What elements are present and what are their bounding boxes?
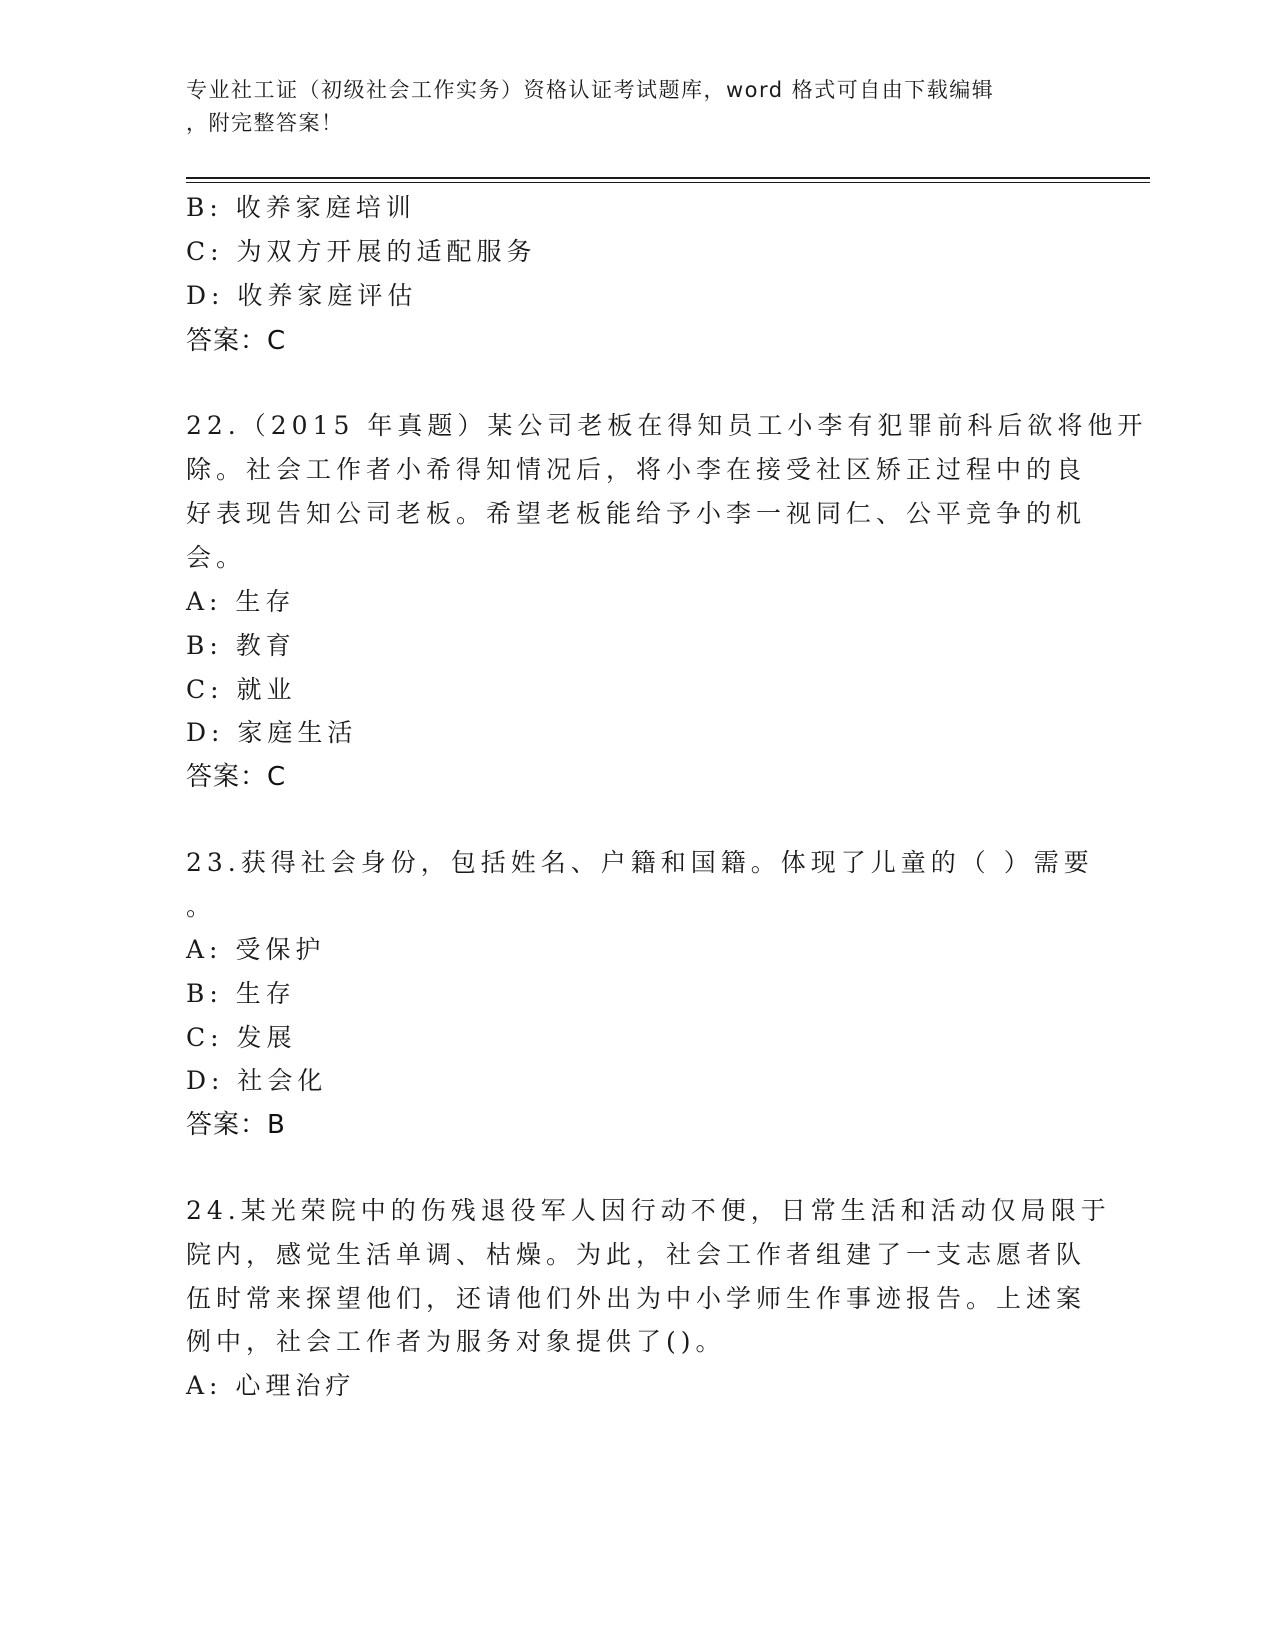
question-22-stem-line-4: 会。 (186, 543, 247, 572)
question-22-option-a: A: 生存 (186, 587, 296, 616)
question-22-option-c: C: 就业 (186, 675, 297, 704)
answer-line: 答案：C (186, 326, 287, 356)
question-24-stem-line-2: 院内，感觉生活单调、枯燥。为此，社会工作者组建了一支志愿者队 (186, 1240, 1087, 1269)
question-22-stem-line-2: 除。社会工作者小希得知情况后，将小李在接受社区矫正过程中的良 (186, 455, 1087, 484)
question-22-stem-line-3: 好表现告知公司老板。希望老板能给予小李一视同仁、公平竞争的机 (186, 499, 1087, 528)
header-line-1: 专业社工证（初级社会工作实务）资格认证考试题库，word 格式可自由下载编辑 (186, 78, 995, 102)
question-22-answer: 答案：C (186, 762, 287, 792)
question-22-option-b: B: 教育 (186, 631, 296, 660)
question-23-stem-line-2: 。 (186, 892, 217, 921)
question-23-option-d: D: 社会化 (186, 1066, 328, 1095)
option-b: B: 收养家庭培训 (186, 193, 416, 222)
question-22-option-d: D: 家庭生活 (186, 718, 358, 747)
question-24-stem-line-1: 24.某光荣院中的伤残退役军人因行动不便，日常生活和活动仅局限于 (186, 1196, 1111, 1225)
question-24-option-a: A: 心理治疗 (186, 1371, 356, 1400)
question-24-stem-line-4: 例中，社会工作者为服务对象提供了()。 (186, 1327, 726, 1356)
question-23-answer: 答案：B (186, 1110, 286, 1140)
header-divider-thin (186, 182, 1150, 183)
page-header (186, 74, 1066, 140)
question-23-stem-line-1: 23.获得社会身份，包括姓名、户籍和国籍。体现了儿童的（ ）需要 (186, 848, 1094, 877)
question-24-stem-line-3: 伍时常来探望他们，还请他们外出为中小学师生作事迹报告。上述案 (186, 1284, 1087, 1313)
option-d: D: 收养家庭评估 (186, 281, 418, 310)
question-22-stem-line-1: 22.（2015 年真题）某公司老板在得知员工小李有犯罪前科后欲将他开 (186, 411, 1148, 440)
option-c: C: 为双方开展的适配服务 (186, 237, 537, 266)
question-23-option-a: A: 受保护 (186, 935, 326, 964)
header-divider-thick (186, 177, 1150, 179)
question-23-option-c: C: 发展 (186, 1023, 297, 1052)
header-line-2: ，附完整答案！ (186, 111, 344, 135)
question-23-option-b: B: 生存 (186, 979, 296, 1008)
